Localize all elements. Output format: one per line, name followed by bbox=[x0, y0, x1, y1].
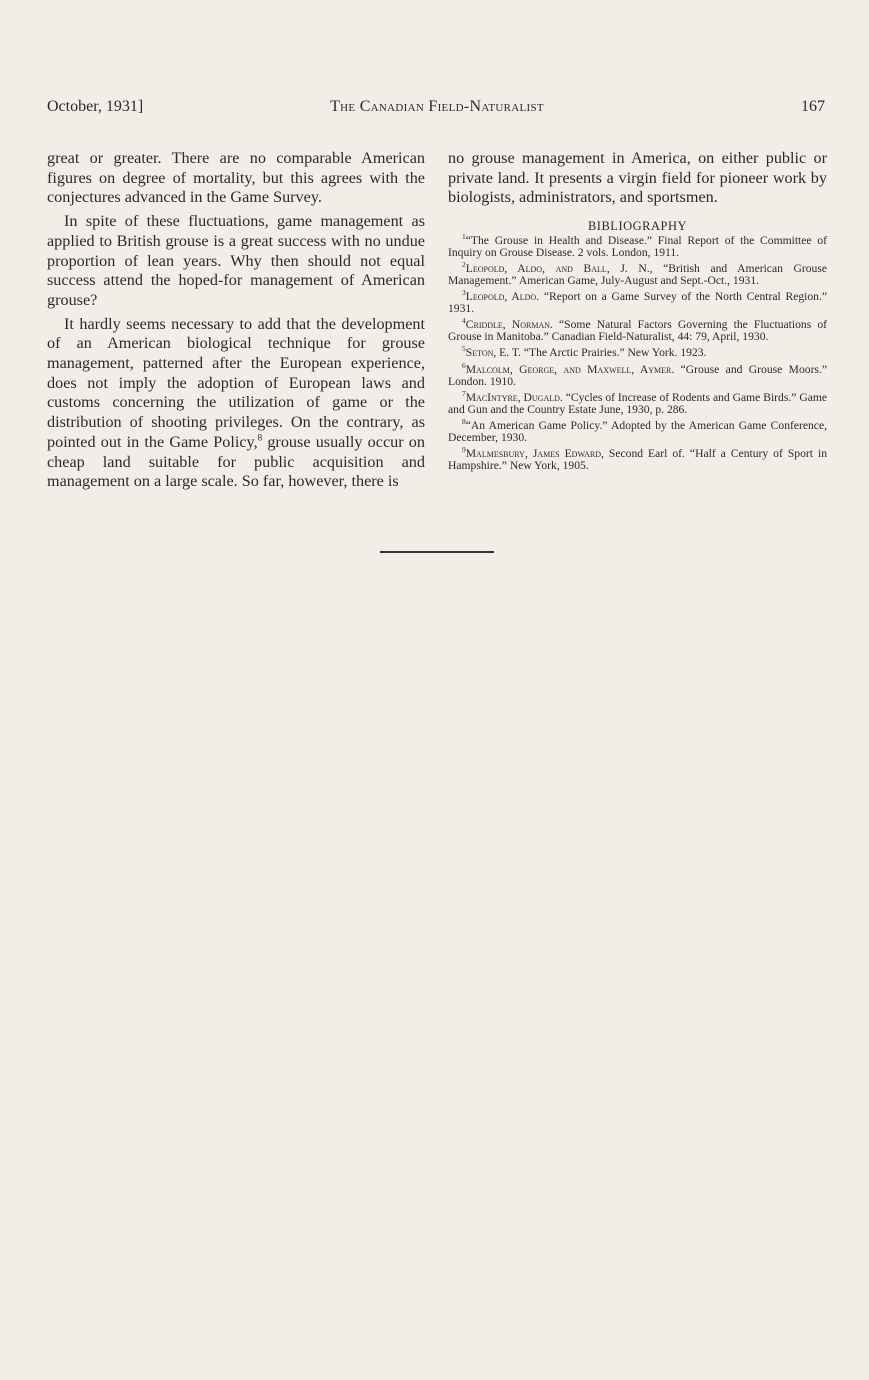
entry-text: Second Earl of. “Half a Century of Sport in Hampshire.” New York, 1905. bbox=[448, 447, 827, 472]
bibliography-entry bbox=[448, 344, 827, 360]
bibliography-entry bbox=[448, 316, 828, 344]
entry-text: “British and American Grouse Management.” American Game, July-August and Sept.-Oct., 1931. bbox=[448, 262, 827, 287]
entry-number: 4 bbox=[462, 316, 466, 326]
entry-number: 8 bbox=[462, 417, 466, 427]
bibliography-entry bbox=[448, 445, 827, 472]
entry-number: 2 bbox=[462, 260, 466, 270]
bibliography-entry bbox=[448, 417, 827, 444]
entry-number: 9 bbox=[462, 445, 466, 455]
paragraph: no grouse management in America, on either public or private land. It presents a virgin field for pioneer work by biologists, administrators, and sportsmen. bbox=[448, 149, 827, 207]
entry-author: Malcolm, George, and Maxwell, Aymer. bbox=[465, 362, 675, 376]
entry-author: Seton, E. T. bbox=[465, 346, 521, 360]
bibliography-list bbox=[448, 232, 828, 472]
entry-number: 3 bbox=[462, 288, 466, 298]
right-column bbox=[448, 149, 827, 476]
entry-author: Malmesbury, James Edward, bbox=[465, 447, 604, 461]
paragraph bbox=[47, 315, 425, 492]
bibliography-heading: BIBLIOGRAPHY bbox=[587, 219, 688, 234]
entry-text: “Report on a Game Survey of the North Central Region.” 1931. bbox=[448, 290, 827, 316]
entry-number: 7 bbox=[462, 389, 466, 399]
left-column bbox=[47, 149, 425, 492]
entry-text: “The Grouse in Health and Disease.” Final Report of the Committee of Inquiry on Grouse Disease. 2 vols. London, 1911. bbox=[448, 234, 827, 259]
entry-text: “The Arctic Prairies.” New York. 1923. bbox=[520, 346, 707, 360]
paragraph: great or greater. There are no comparable American figures on degree of mortality, but this agrees with the conjectures advanced in the Game Survey. bbox=[47, 149, 425, 207]
entry-author: MacIntyre, Dugald. bbox=[465, 390, 563, 404]
entry-author: Leopold, Aldo. bbox=[465, 290, 540, 304]
entry-number: 6 bbox=[462, 360, 466, 370]
bibliography-entry bbox=[448, 232, 827, 259]
paragraph-text: grouse usually occur on cheap land suitable for public acquisition and management on a large scale. So far, however, there is bbox=[47, 432, 425, 491]
entry-number: 1 bbox=[462, 232, 466, 242]
entry-number: 5 bbox=[462, 344, 466, 354]
entry-text: “Grouse and Grouse Moors.” London. 1910. bbox=[448, 362, 827, 388]
entry-text: “Some Natural Factors Governing the Fluctuations of Grouse in Manitoba.” Canadian Field-Naturalist, 44: 79, April, 1930. bbox=[448, 318, 828, 344]
entry-author: Leopold, Aldo, and Ball, J. N., bbox=[465, 262, 653, 276]
entry-text: “Cycles of Increase of Rodents and Game Birds.” Game and Gun and the Country Estate June, 1930, p. 286. bbox=[448, 390, 827, 416]
entry-text: “An American Game Policy.” Adopted by the American Game Conference, December, 1930. bbox=[448, 418, 827, 444]
bibliography-entry bbox=[448, 288, 827, 316]
paragraph: In spite of these fluctuations, game management as applied to British grouse is a great success with no undue proportion of lean years. Why then should not equal success attend the hoped-for management of American grouse? bbox=[47, 212, 425, 309]
page-number: 167 bbox=[801, 98, 825, 115]
issue-date: October, 1931] bbox=[47, 98, 144, 115]
footnote-reference: 8 bbox=[257, 432, 263, 443]
bibliography-entry bbox=[448, 360, 827, 388]
paragraph-text: It hardly seems necessary to add that the development of an American biological technique for grouse management, patterned after the European experience, does not imply the adoption of European laws and customs concerning the utilization of game or the distribution of shooting privileges. On the contrary, as pointed out in the Game Policy, bbox=[47, 314, 425, 451]
running-header bbox=[47, 98, 827, 122]
journal-title: The Canadian Field-Naturalist bbox=[330, 98, 544, 115]
bibliography-entry bbox=[448, 389, 827, 416]
section-end-rule bbox=[380, 551, 494, 553]
entry-author: Criddle, Norman. bbox=[465, 318, 553, 332]
bibliography-entry bbox=[448, 260, 827, 287]
